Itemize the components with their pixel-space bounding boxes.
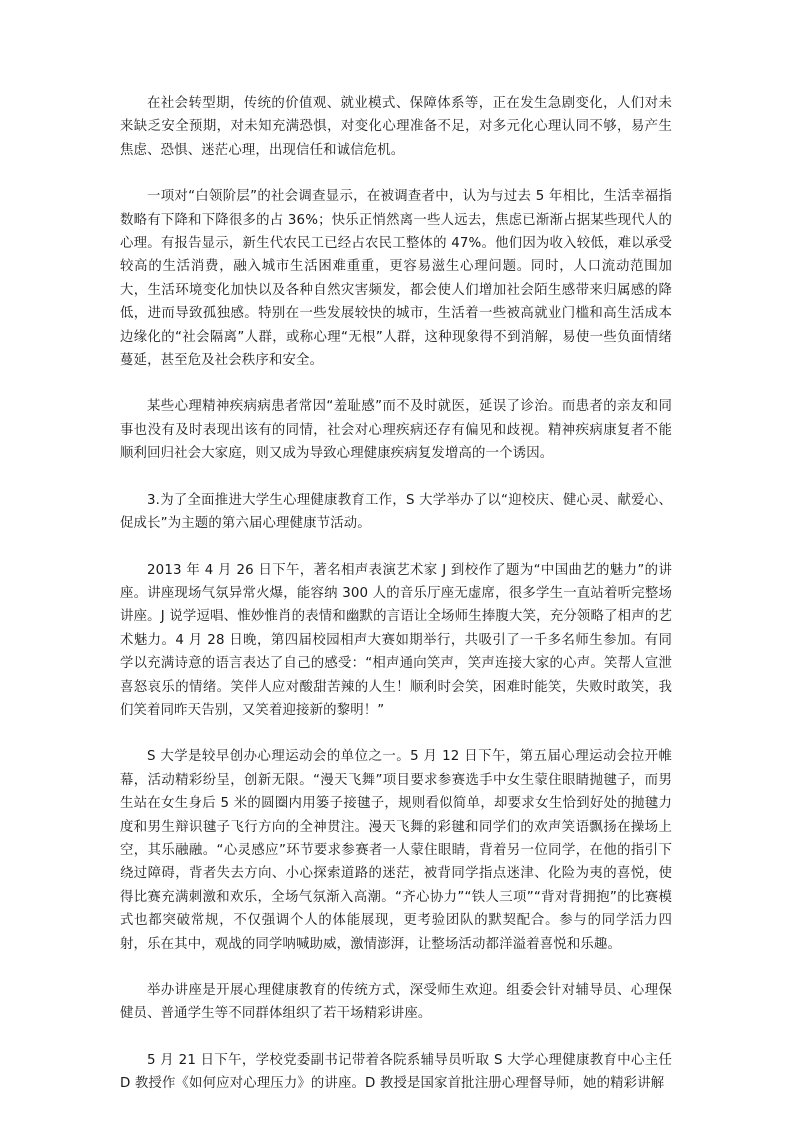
- paragraph-crosstalk-lecture: 2013 年 4 月 26 日下午，著名相声表演艺术家 J 到校作了题为“中国曲艺的魅力”的讲座。讲座现场气氛异常火爆，能容纳 300 人的音乐厅座无虚席，很多学生一直站着听完整场讲座。J 说学逗唱、惟妙惟肖的表情和幽默的言语让全场师生捧腹大笑，充分领略了相声的艺术魅力。4 月 28 日晚，第四届校园相声大赛如期举行，共吸引了一千多名师生参加。有同学以充满诗意的语言表达了自己的感受：“相声通向笑声，笑声连接大家的心声。笑帮人宣泄喜怒哀乐的情绪。笑伴人应对酸甜苦辣的人生！顺利时会笑，困难时能笑，失败时敢笑，我们笑着同昨天告别，又笑着迎接新的黎明！”: [120, 562, 672, 718]
- paragraph-mental-illness-stigma: 某些心理精神疾病病患者常因“羞耻感”而不及时就医，延误了诊治。而患者的亲友和同事也没有及时表现出该有的同情，社会对心理疾病还存有偏见和歧视。精神疾病康复者不能顺利回归社会大家庭，则又成为导致心理健康疾病复发增高的一个诱因。: [120, 399, 672, 462]
- paragraph-lectures-overview: 举办讲座是开展心理健康教育的传统方式，深受师生欢迎。组委会针对辅导员、心理保健员、普通学生等不同群体组织了若干场精彩讲座。: [120, 983, 672, 1022]
- paragraph-psychology-games: S 大学是较早创办心理运动会的单位之一。5 月 12 日下午，第五届心理运动会拉开帷幕，活动精彩纷呈，创新无限。“漫天飞舞”项目要求参赛选手中女生蒙住眼睛抛毽子，而男生站在女生身后 5 米的圆圈内用篓子接毽子，规则看似简单，却要求女生恰到好处的抛毽力度和男生辩识毽子飞行方向的全神贯注。漫天飞舞的彩毽和同学们的欢声笑语飘扬在操场上空，其乐融融。“心灵感应”环节要求参赛者一人蒙住眼睛，背着另一位同学，在他的指引下绕过障碍，背者失去方向、小心探索道路的迷茫，被背同学指点迷津、化险为夷的喜悦，使得比赛充满刺激和欢乐，全场气氛渐入高潮。“齐心协力”“铁人三项”“背对背拥抱”的比赛模式也都突破常规，不仅强调个人的体能展现，更考验团队的默契配合。参与的同学活力四射，乐在其中，观战的同学呐喊助威，激情澎湃，让整场活动都洋溢着喜悦和乐趣。: [120, 749, 672, 952]
- paragraph-stress-lecture: 5 月 21 日下午，学校党委副书记带着各院系辅导员听取 S 大学心理健康教育中心主任 D 教授作《如何应对心理压力》的讲座。D 教授是国家首批注册心理督导师，她的精彩讲解: [120, 1052, 672, 1092]
- paragraph-white-collar-survey: 一项对“白领阶层”的社会调查显示，在被调查者中，认为与过去 5 年相比，生活幸福指数略有下降和下降很多的占 36%；快乐正悄然离一些人远去，焦虑已渐渐占据某些现代人的心理。有报告显示，新生代农民工已经占农民工整体的 47%。他们因为收入较低，难以承受较高的生活消费，融入城市生活困难重重，更容易滋生心理问题。同时，人口流动范围加大，生活环境变化加快以及各种自然灾害频发，都会使人们增加社会陌生感带来归属感的降低，进而导致孤独感。特别在一些发展较快的城市，生活着一些被高就业门槛和高生活成本边缘化的“社会隔离”人群，或称心理“无根”人群，这种现象得不到消解，易使一些负面情绪蔓延，甚至危及社会秩序和安全。: [120, 189, 672, 369]
- paragraph-health-festival: 3.为了全面推进大学生心理健康教育工作，S 大学举办了以“迎校庆、健心灵、献爱心、促成长”为主题的第六届心理健康节活动。: [120, 492, 672, 532]
- paragraph-social-transition: 在社会转型期，传统的价值观、就业模式、保障体系等，正在发生急剧变化，人们对未来缺乏安全预期，对未知充满恐惧，对变化心理准备不足，对多元化心理认同不够，易产生焦虑、恐惧、迷茫心理，出现信任和诚信危机。: [120, 96, 672, 158]
- document-body: [120, 92, 672, 1118]
